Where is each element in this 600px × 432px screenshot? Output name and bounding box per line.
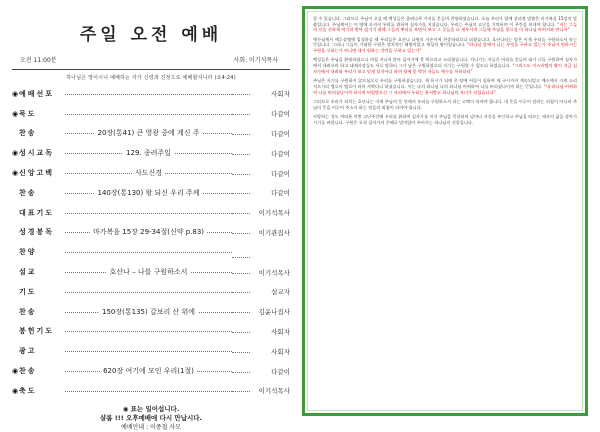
order-leader: 김윤나집사 bbox=[256, 307, 290, 316]
order-content: 620장 여기에 모인 우리(1절) bbox=[100, 366, 197, 376]
order-leader: 다같이 bbox=[268, 169, 290, 178]
order-label: 성시교독 bbox=[19, 149, 55, 158]
sermon-highlight-quote: “저는 그들의 선을 선하게 여기며 받아 섬기기 위해 그들의 뿌리를 보면서 보고 그 곳들을 더 세우시며 그들에 주님을 찾으실 이 하나님 아버지와 만나자” bbox=[313, 21, 577, 33]
closing-greeting: 샬롬 !!! 오후예배에 다시 만납시다. bbox=[99, 413, 203, 422]
order-leader: 다같이 bbox=[268, 129, 290, 138]
order-leader-line bbox=[232, 347, 290, 356]
standing-mark-icon: ◉ bbox=[12, 386, 19, 395]
order-leader: 이기석목사 bbox=[256, 386, 290, 395]
sermon-paragraph-text: 백성들은 주님을 환영하였으나 며칠 지나지 않아 십자가에 못 박으라고 소리쳤습니다. 지나가는 자들은 머리를 흔들며 네가 너를 구원하여 십자가에서 내려오라 하고 대제사장들도 서로 말하되 그가 남은 구원하였으되 자기는 구원할 수 없도다 하였습니다. bbox=[313, 57, 577, 69]
order-label: 찬송 bbox=[19, 367, 37, 376]
order-content-line bbox=[65, 366, 232, 376]
sermon-paragraph-text: 예수님께서 예루살렘에 입성하실 때 무리들은 호산나 다윗의 자손이여 찬송하리로다 외쳤습니다. 호산나라는 말은 이제 우리를 구원하소서 라는 뜻입니다. 그러나 그들이 기대한 구원은 정치적인 해방이었고 세상의 왕이었습니다. bbox=[313, 36, 577, 48]
order-leader: 이기석목사 bbox=[256, 268, 290, 277]
order-leader: 사회자 bbox=[268, 327, 290, 336]
sermon-highlight-quote: “내 하나님 어찌하여 나를 버리셨나이까 하시며 버림받으신 그 자리에서 우리는 용서받고 하나님의 자녀가 되었습니다” bbox=[313, 83, 577, 95]
order-leader-line bbox=[232, 367, 290, 376]
order-content: 140장(통130) 왕 되신 우리 주께 bbox=[95, 188, 203, 198]
order-leader: 설교자 bbox=[268, 287, 290, 296]
order-leader-line bbox=[232, 287, 290, 296]
sermon-panel bbox=[302, 6, 588, 416]
order-content-line bbox=[65, 148, 232, 158]
order-content-line bbox=[65, 267, 232, 277]
service-presider: 사회: 이기석목사 bbox=[233, 57, 278, 64]
standing-mark-icon: ◉ bbox=[12, 109, 19, 118]
order-label: 묵도 bbox=[19, 109, 37, 118]
intro-verse: 하나님은 영이시니 예배하는 자가 신령과 진정으로 예배할지니라 (요4:24) bbox=[66, 75, 236, 81]
order-leader: 다같이 bbox=[268, 149, 290, 158]
order-label: 광고 bbox=[19, 347, 37, 356]
order-leader: 다같이 bbox=[268, 109, 290, 118]
order-row bbox=[12, 223, 290, 243]
order-label: 찬양 bbox=[19, 248, 37, 257]
order-content: 20장(통41) 큰 영광 중에 계신 주 bbox=[94, 128, 202, 138]
order-content: 마가복음 15장 29-34절(신약 p.83) bbox=[90, 227, 207, 237]
service-guide: 예배안내 : 이종철 사모 bbox=[121, 423, 181, 431]
order-content-line bbox=[65, 128, 232, 138]
order-content-line bbox=[65, 326, 232, 336]
sermon-paragraph-text: 할 수 있습니다. 그러므로 주님이 오실 때 백성들은 종려나무 가지를 흔들며 찬양하였습니다. 오늘 우리가 함께 살펴볼 말씀은 마가복음 15장의 말씀입니다. 주님께서는 이 땅에 오셔서 우리를 위하여 십자가를 지셨습니다. 우리는 주님의 고난을 기억하며 이 주간을 보내야 합니다. bbox=[313, 16, 577, 27]
order-row bbox=[12, 361, 290, 381]
order-leader-line bbox=[232, 89, 290, 98]
order-row bbox=[12, 183, 290, 203]
order-label: 예배선포 bbox=[19, 89, 55, 98]
standing-note: ◉ 표는 일어섭니다. bbox=[122, 404, 180, 413]
order-leader-line bbox=[232, 188, 290, 197]
sermon-paragraph bbox=[313, 16, 577, 33]
sermon-paragraph bbox=[313, 114, 577, 125]
order-label: 기도 bbox=[19, 287, 37, 296]
order-label: 봉헌기도 bbox=[19, 327, 55, 336]
service-meta bbox=[12, 55, 290, 64]
order-content-line bbox=[65, 386, 232, 396]
order-leader-line bbox=[232, 327, 290, 336]
order-row bbox=[12, 381, 290, 401]
order-row bbox=[12, 322, 290, 342]
order-leader-line bbox=[232, 149, 290, 158]
order-content-line bbox=[65, 227, 232, 237]
order-leader: 다같이 bbox=[268, 188, 290, 197]
order-row bbox=[12, 104, 290, 124]
order-label: 찬송 bbox=[19, 307, 37, 316]
order-content: 150장(통135) 갈보리 산 위에 bbox=[99, 307, 198, 317]
order-label: 성경봉독 bbox=[19, 228, 55, 237]
order-content-line bbox=[65, 346, 232, 356]
order-leader-line bbox=[232, 208, 290, 217]
sermon-highlight-quote: “하나님 앞에서 나는 무엇을 구하고 있는가 주님이 원하시는 구원을 구하는가 아니면 내가 원하는 것만을 구하고 있는가” bbox=[313, 42, 577, 54]
order-row bbox=[12, 341, 290, 361]
order-content: 호산나 – 나를 구원하소서 bbox=[107, 267, 191, 277]
order-leader: 이기석목사 bbox=[256, 208, 290, 217]
order-content-line bbox=[65, 307, 232, 317]
order-content-line bbox=[65, 247, 232, 257]
order-content: 사도신경 bbox=[132, 168, 165, 178]
order-content-line bbox=[65, 188, 232, 198]
order-leader-line bbox=[232, 268, 290, 277]
order-row bbox=[12, 262, 290, 282]
order-leader-line bbox=[232, 169, 290, 178]
order-content: 129. 종려주일 bbox=[123, 148, 174, 158]
order-label: 신앙고백 bbox=[19, 169, 55, 178]
order-content-line bbox=[65, 168, 232, 178]
order-row bbox=[12, 84, 290, 104]
service-time: 오전 11:00분 bbox=[20, 57, 57, 64]
sermon-paragraph bbox=[313, 99, 577, 110]
order-row bbox=[12, 242, 290, 262]
order-leader-line bbox=[232, 129, 290, 138]
order-row bbox=[12, 302, 290, 322]
divider bbox=[12, 69, 290, 70]
sermon-highlight-quote: “그리스도 이스라엘의 왕이 지금 십자가에서 내려와 우리가 보고 믿게 할지어다 하며 함께 못 박힌 자들도 예수를 욕하더라” bbox=[313, 63, 577, 74]
order-label: 찬송 bbox=[19, 188, 37, 197]
sermon-paragraph-text: 그러므로 우리가 외치는 호산나는 이제 주님의 뜻 안에서 우리를 구원하소서 하는 고백이 되어야 합니다. 내 뜻을 이루어 달라는 외침이 아니라 주님의 뜻을 이루어 주소서 하는 믿음의 외침이 되어야 합니다. bbox=[313, 98, 577, 110]
order-content-line bbox=[65, 287, 232, 297]
sermon-paragraph bbox=[313, 57, 577, 74]
standing-mark-icon: ◉ bbox=[12, 149, 19, 158]
order-row bbox=[12, 163, 290, 183]
sermon-paragraph bbox=[313, 37, 577, 54]
bulletin-notes bbox=[12, 405, 290, 432]
order-label: 축도 bbox=[19, 386, 37, 395]
page-title: 주일 오전 예배 bbox=[79, 25, 223, 45]
order-leader-line bbox=[232, 386, 290, 395]
order-content-line bbox=[65, 109, 232, 119]
sermon-paragraph-text: 사랑하는 성도 여러분 이번 고난주간에 우리를 위하여 십자가를 지신 주님을 묵상하며 날마다 자신을 부인하고 주님을 따르는 제자의 삶을 살아가시기를 바랍니다. 구원은 오직 십자가의 은혜로 말미암아 주어지는 하나님의 선물입니다. bbox=[313, 113, 577, 125]
order-row bbox=[12, 143, 290, 163]
order-row bbox=[12, 203, 290, 223]
order-label: 설교 bbox=[19, 268, 37, 277]
order-row bbox=[12, 282, 290, 302]
order-content-line bbox=[65, 208, 232, 218]
order-content-line bbox=[65, 89, 232, 99]
standing-mark-icon: ◉ bbox=[12, 89, 19, 98]
order-leader: 사회자 bbox=[268, 89, 290, 98]
order-list bbox=[12, 84, 290, 401]
sermon-text bbox=[313, 16, 577, 125]
order-leader: 사회자 bbox=[268, 347, 290, 356]
order-leader-line bbox=[232, 228, 290, 237]
worship-order-panel bbox=[12, 20, 290, 431]
standing-mark-icon: ◉ bbox=[12, 169, 19, 178]
order-leader: 다같이 bbox=[268, 367, 290, 376]
order-leader: 이기관집사 bbox=[256, 228, 290, 237]
order-label: 찬송 bbox=[19, 129, 37, 138]
standing-mark-icon: ◉ bbox=[12, 367, 19, 376]
sermon-paragraph bbox=[313, 78, 577, 95]
sermon-paragraph-text: 주님은 자기를 구원하지 않으심으로 우리를 구원하셨습니다. 제 육시가 되매 온 땅에 어둠이 임하여 제 구시까지 계속되었고 예수께서 크게 소리 지르시되 엘로이 엘로이 라마 사박다니 하셨습니다. 이는 나의 하나님 나의 하나님 어찌하여 나를 버리셨나이까 하는 뜻입니다. bbox=[313, 78, 577, 89]
order-label: 대표기도 bbox=[19, 208, 55, 217]
order-row bbox=[12, 124, 290, 144]
order-leader-line bbox=[232, 109, 290, 118]
order-leader-line bbox=[232, 307, 290, 316]
